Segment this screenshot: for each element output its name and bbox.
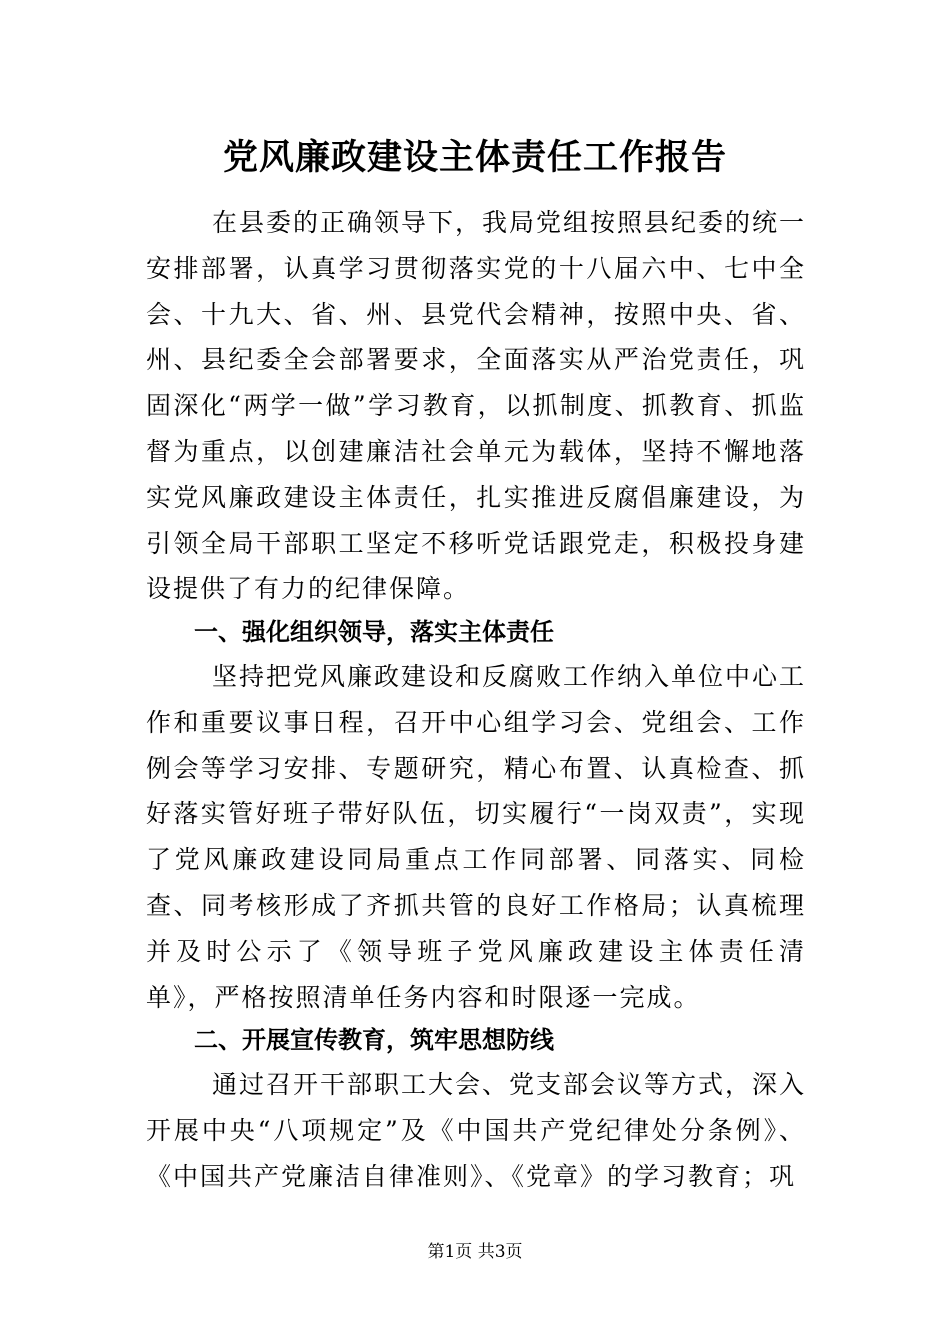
section-paragraph-2: 通过召开干部职工大会、党支部会议等方式，深入开展中央“八项规定”及《中国共产党纪律处分条例》、《中国共产党廉洁自律准则》、《党章》的学习教育；巩: [146, 1070, 806, 1191]
page-number-footer: 第1页 共3页: [427, 1242, 523, 1262]
section-paragraph-1: 坚持把党风廉政建设和反腐败工作纳入单位中心工作和重要议事日程，召开中心组学习会、党组会、工作例会等学习安排、专题研究，精心布置、认真检查、抓好落实管好班子带好队伍，切实履行“一岗双责”，实现了党风廉政建设同局重点工作同部署、同落实、同检查、同考核形成了齐抓共管的良好工作格局；认真梳理并及时公示了《领导班子党风廉政建设主体责任清单》，严格按照清单任务内容和时限逐一完成。: [146, 662, 807, 1012]
section-heading-2: 二、开展宣传教育，筑牢思想防线: [194, 1026, 554, 1054]
intro-paragraph: 在县委的正确领导下，我局党组按照县纪委的统一安排部署，认真学习贯彻落实党的十八届六中、七中全会、十九大、省、州、县党代会精神，按照中央、省、州、县纪委全会部署要求，全面落实从严治党责任，巩固深化“两学一做”学习教育，以抓制度、抓教育、抓监督为重点，以创建廉洁社会单元为载体，坚持不懈地落实党风廉政建设主体责任，扎实推进反腐倡廉建设，为引领全局干部职工坚定不移听党话跟党走，积极投身建设提供了有力的纪律保障。: [146, 208, 807, 604]
document-title: 党风廉政建设主体责任工作报告: [222, 137, 727, 178]
section-heading-1: 一、强化组织领导，落实主体责任: [194, 618, 554, 646]
